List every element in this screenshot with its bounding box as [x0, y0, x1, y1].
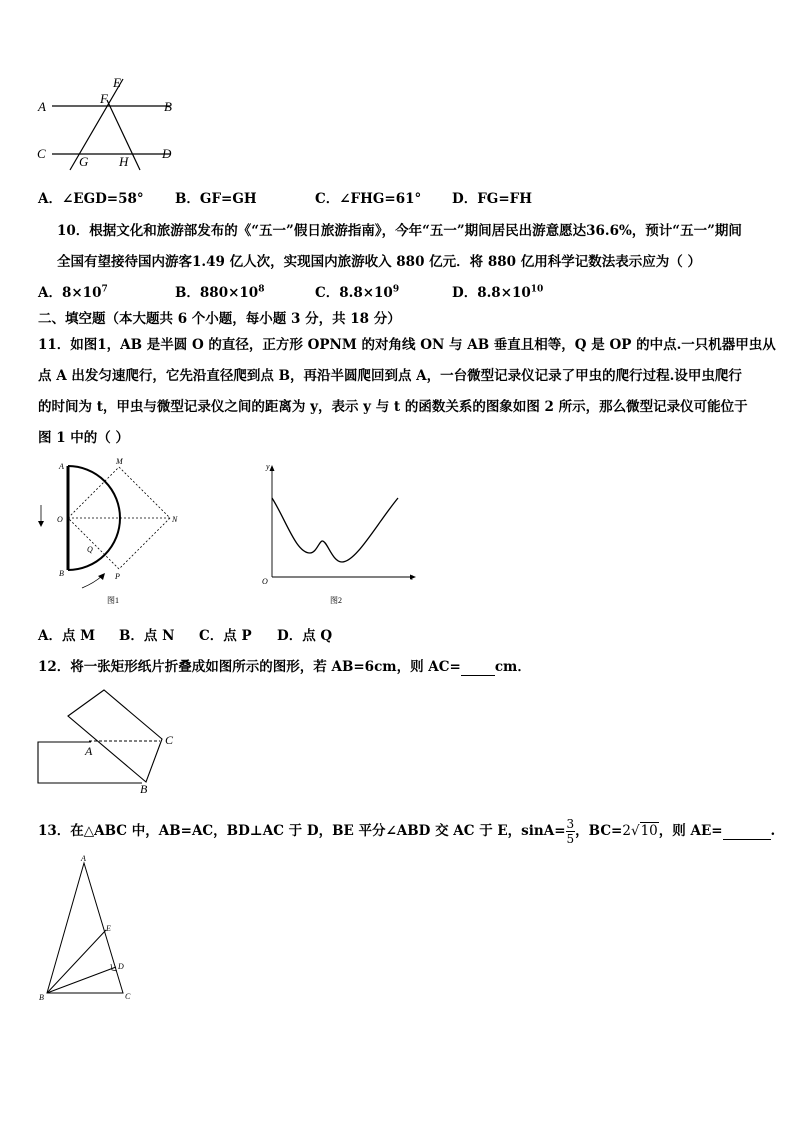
triangle-abc-figure — [30, 852, 150, 1007]
fig11-label-p: P — [115, 572, 120, 581]
fig11b-label-o: O — [262, 577, 268, 586]
q11-option-a[interactable]: A．点 M — [38, 628, 96, 644]
q9-option-a[interactable]: A．∠EGD=58° — [38, 191, 144, 207]
q10-text-line1: 10．根据文化和旅游部发布的《“五一”假日旅游指南》，今年“五一”期间居民出游意愿达36.6%，预计“五一”期间 — [57, 223, 742, 239]
fig13-label-e: E — [106, 924, 111, 933]
fig11-caption-2: 图2 — [330, 596, 342, 605]
folded-rectangle-figure — [30, 680, 190, 800]
q10-option-a[interactable]: A．$8\times 10^7$ — [38, 284, 108, 301]
distance-time-graph — [258, 455, 428, 610]
q10-text-line2: 全国有望接待国内游客1.49 亿人次，实现国内旅游收入 880 亿元．将 880 亿用科学记数法表示应为（ ） — [57, 254, 701, 270]
q10-option-d[interactable]: D．$8.8\times 10^{10}$ — [452, 284, 544, 301]
fig11-caption-1: 图1 — [107, 596, 119, 605]
section-heading-fill-in: 二、填空题（本大题共 6 个小题，每小题 3 分，共 18 分） — [38, 311, 401, 327]
fig9-label-e: E — [113, 75, 121, 90]
fig9-label-h: H — [119, 154, 129, 169]
q13-answer-blank[interactable] — [723, 823, 771, 840]
fig11-label-o: O — [57, 515, 63, 524]
fig9-label-b: B — [164, 99, 172, 114]
fig11-label-a: A — [59, 462, 64, 471]
q11-text-line3: 的时间为 t，甲虫与微型记录仪之间的距离为 y，表示 y 与 t 的函数关系的图象如图 2 所示，那么微型记录仪可能位于 — [38, 399, 748, 415]
fig11-label-n: N — [172, 515, 178, 524]
fig9-label-f: F — [100, 91, 108, 106]
fig9-label-g: G — [79, 154, 89, 169]
fig12-label-a: A — [85, 744, 93, 758]
q11-text-line1: 11．如图1，AB 是半圆 O 的直径，正方形 OPNM 的对角线 ON 与 AB 垂直且相等，Q 是 OP 的中点.一只机器甲虫从 — [38, 337, 776, 353]
parallel-lines-figure — [30, 72, 190, 172]
q13-text: 13．在△ABC 中，AB=AC，BD⊥AC 于 D，BE 平分∠ABD 交 AC 于 E，sinA= $\frac{3}{5}$ ，BC=2√10，则 AE= . — [38, 817, 776, 846]
fig11b-label-t: t — [411, 573, 414, 582]
q9-option-d[interactable]: D．FG=FH — [452, 191, 532, 207]
fig13-label-d: D — [118, 962, 124, 971]
fig13-label-b: B — [39, 993, 44, 1002]
fig11-label-m: M — [116, 457, 123, 466]
fig9-label-d: D — [162, 146, 172, 161]
fig9-label-c: C — [37, 146, 46, 161]
q11-text-line4: 图 1 中的（ ） — [38, 430, 129, 446]
q12-text: 12．将一张矩形纸片折叠成如图所示的图形，若 AB=6cm，则 AC= cm． — [38, 659, 531, 675]
q12-answer-blank[interactable] — [461, 659, 495, 676]
sqrt-symbol: √ — [630, 823, 640, 839]
fig13-label-a: A — [81, 854, 86, 863]
sqrt-radicand: 10 — [640, 823, 658, 839]
fig9-label-a: A — [38, 99, 46, 114]
q11-option-c[interactable]: C．点 P — [199, 628, 252, 644]
q11-text-line2: 点 A 出发匀速爬行，它先沿直径爬到点 B，再沿半圆爬回到点 A，一台微型记录仪记录了甲虫的爬行过程.设甲虫爬行 — [38, 368, 742, 384]
q11-option-d[interactable]: D．点 Q — [277, 628, 333, 644]
semicircle-square-figure — [30, 455, 190, 610]
fig11b-label-y: y — [266, 462, 270, 471]
fig12-label-c: C — [165, 733, 174, 747]
fig12-label-b: B — [140, 782, 148, 796]
fig11-label-q: Q — [87, 545, 93, 554]
q10-option-b[interactable]: B．$880\times 10^8$ — [175, 284, 265, 301]
sine-fraction: $\frac{3}{5}$ — [566, 817, 575, 846]
fig13-label-c: C — [125, 992, 131, 1001]
q9-option-b[interactable]: B．GF=GH — [175, 191, 257, 207]
q9-option-c[interactable]: C．∠FHG=61° — [315, 191, 422, 207]
q11-option-b[interactable]: B．点 N — [119, 628, 175, 644]
q10-option-c[interactable]: C．$8.8\times 10^9$ — [315, 284, 400, 301]
fig11-label-b: B — [59, 569, 64, 578]
